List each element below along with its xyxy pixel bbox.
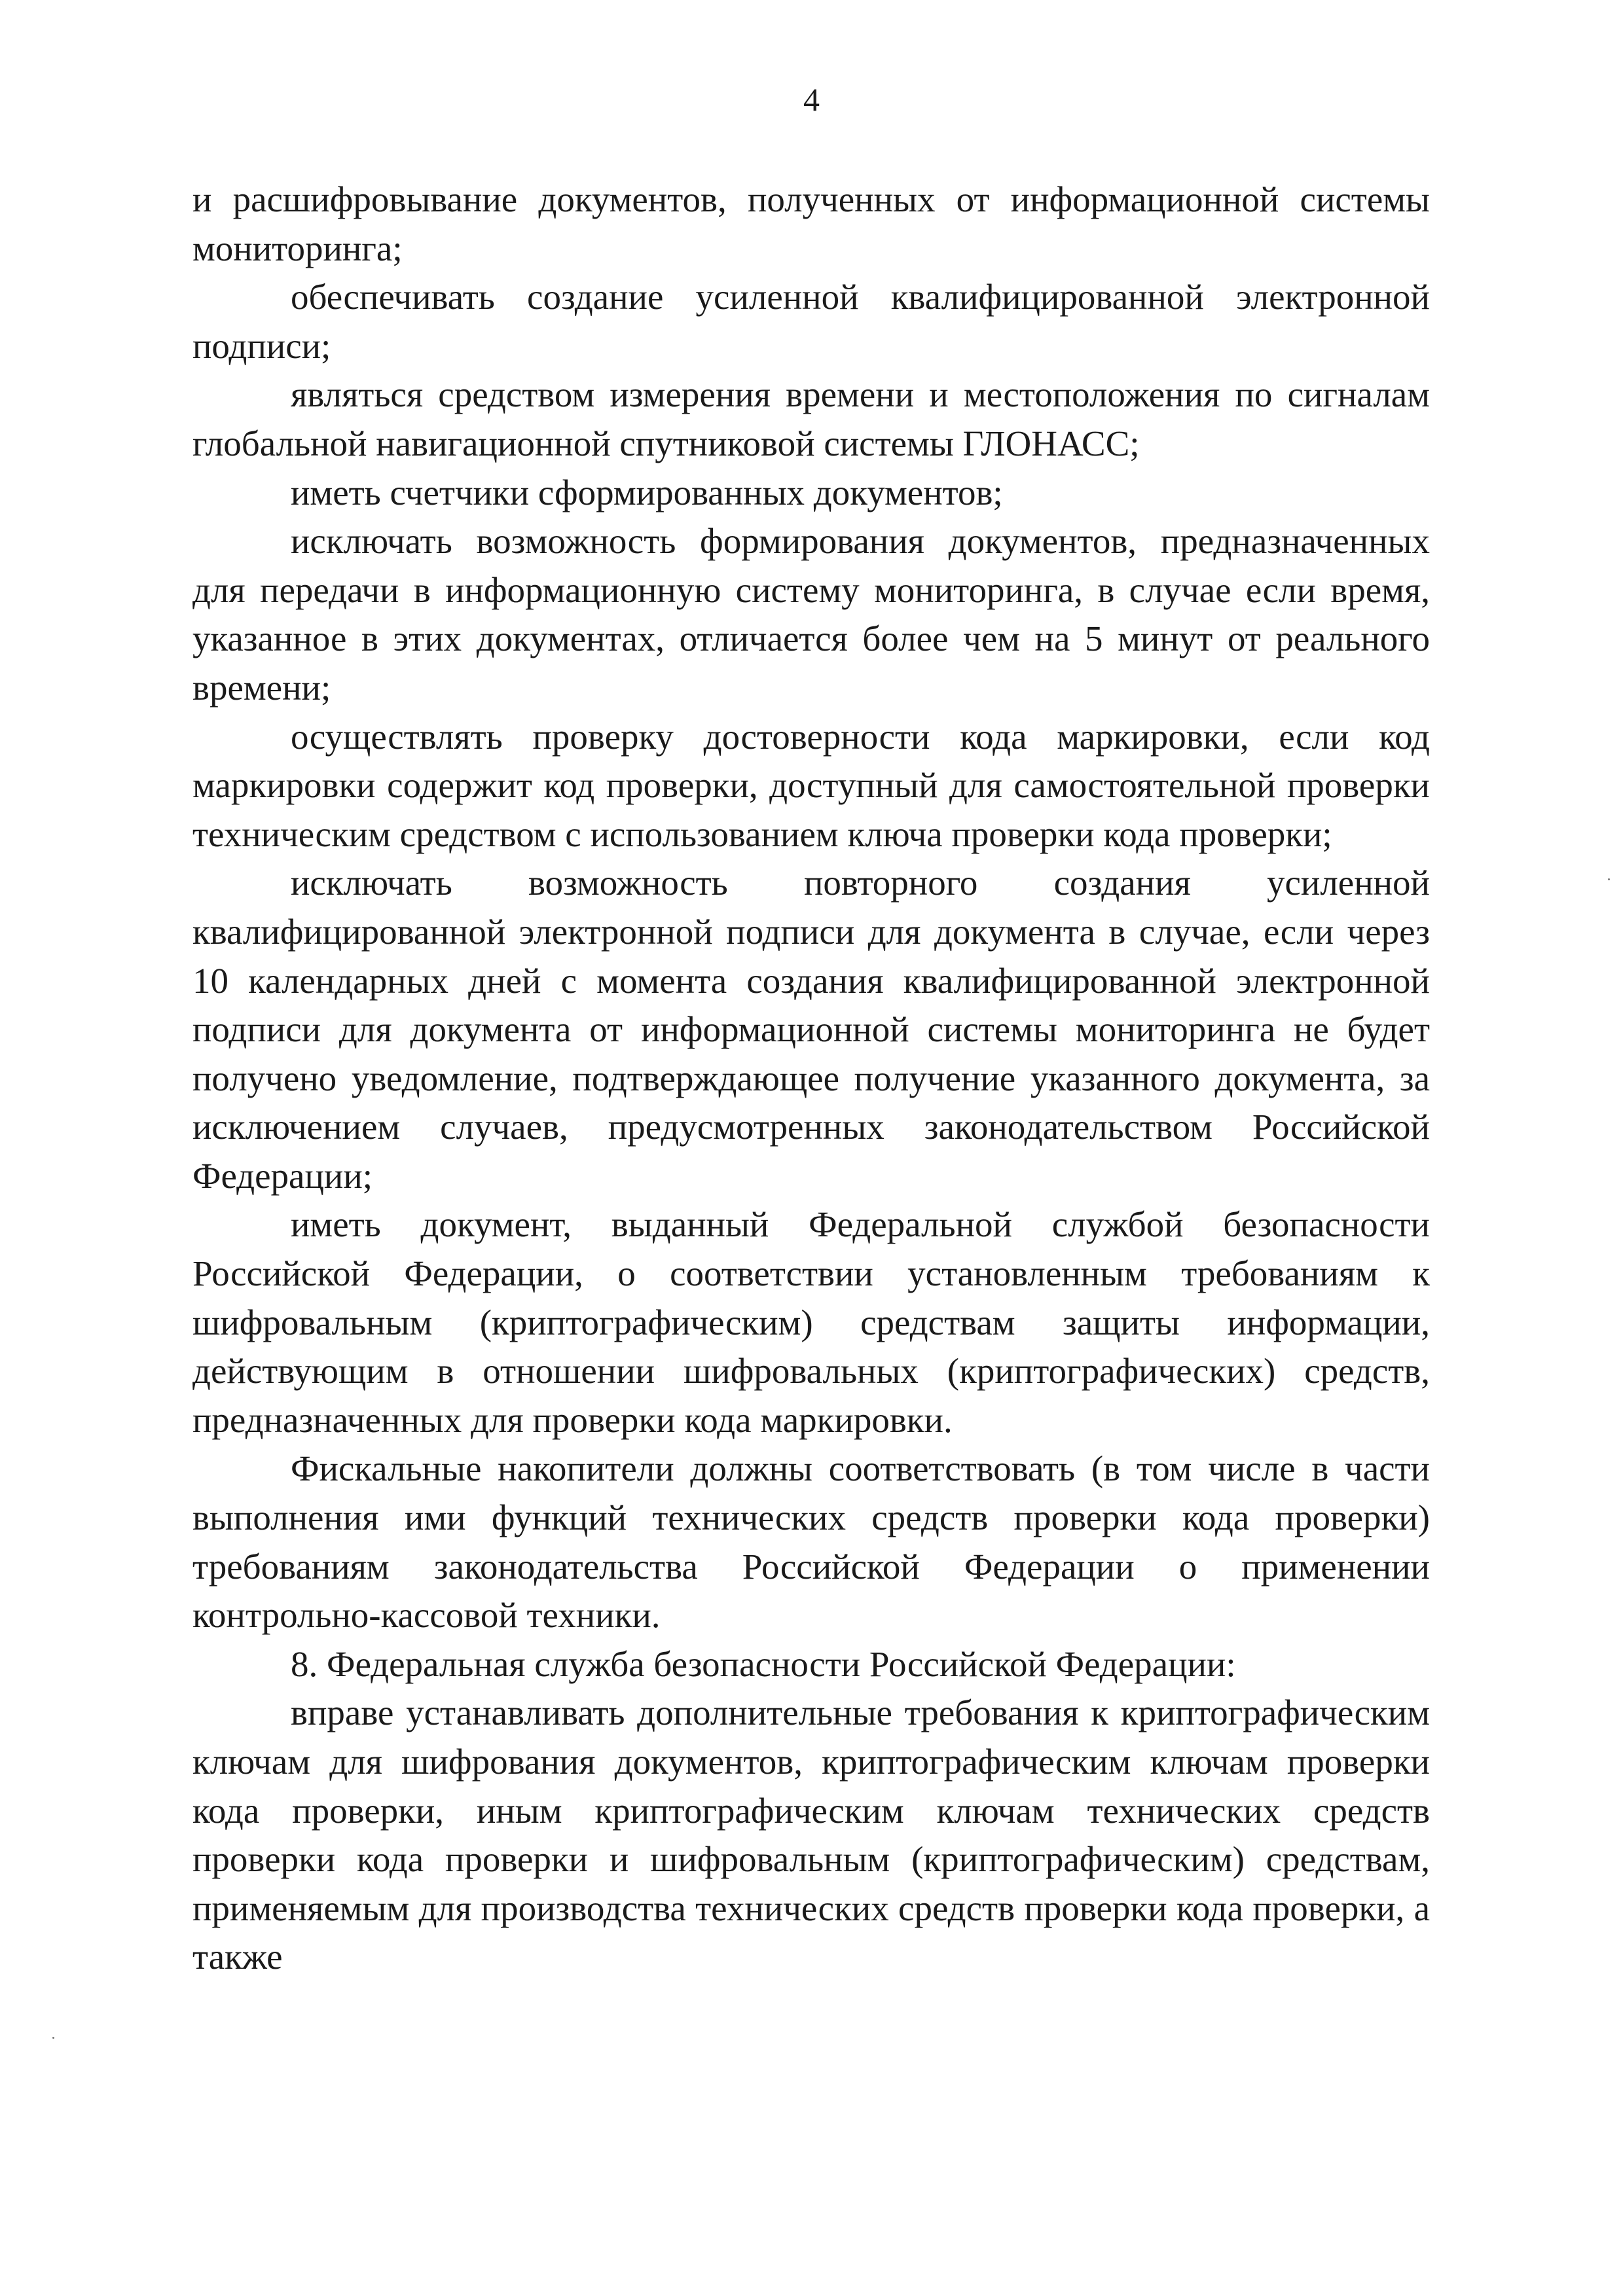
scan-speck [1608, 878, 1610, 880]
paragraph-3: являться средством измерения времени и местоположения по сигналам глобальной навигационной спутниковой системы ГЛОНАСС; [192, 374, 1430, 463]
paragraph-10: 8. Федеральная служба безопасности Российской Федерации: [291, 1643, 1236, 1684]
paragraph-1: и расшифровывание документов, полученных от информационной системы мониторинга; [192, 179, 1430, 268]
paragraph-8: иметь документ, выданный Федеральной службой безопасности Российской Федерации, о соответствии установленным требованиям к шифровальным (криптографическим) средствам защиты информации, действующим в отношении шифровальных (криптографических) средств, предназначенных для проверки кода маркировки. [192, 1204, 1430, 1440]
paragraph-2: обеспечивать создание усиленной квалифицированной электронной подписи; [192, 277, 1430, 366]
paragraph-11: вправе устанавливать дополнительные требования к криптографическим ключам для шифрования документов, криптографическим ключам проверки кода проверки, иным криптографическим ключам технических средств проверки кода проверки и шифровальным (криптографическим) средствам, применяемым для производства технических средств проверки кода проверки, а также [192, 1693, 1430, 1977]
paragraph-4: иметь счетчики сформированных документов; [291, 472, 1003, 512]
page-number: 4 [803, 81, 820, 118]
paragraph-6: осуществлять проверку достоверности кода маркировки, если код маркировки содержит код проверки, доступный для самостоятельной проверки техническим средством с использованием ключа проверки кода проверки; [192, 716, 1430, 854]
paragraph-9: Фискальные накопители должны соответствовать (в том числе в части выполнения ими функций технических средств проверки кода проверки) требованиям законодательства Российской Федерации о применении контрольно-кассовой техники. [192, 1448, 1430, 1636]
paragraph-5: исключать возможность формирования документов, предназначенных для передачи в информационную систему мониторинга, в случае если время, указанное в этих документах, отличается более чем на 5 минут от реального времени; [192, 521, 1430, 708]
body-text [192, 175, 1430, 1982]
paragraph-7: исключать возможность повторного создания усиленной квалифицированной электронной подписи для документа в случае, если через 10 календарных дней с момента создания квалифицированной электронной подписи для документа от информационной системы мониторинга не будет получено уведомление, подтверждающее получение указанного документа, за исключением случаев, предусмотренных законодательством Российской Федерации; [192, 863, 1430, 1196]
scan-speck [52, 2037, 54, 2039]
